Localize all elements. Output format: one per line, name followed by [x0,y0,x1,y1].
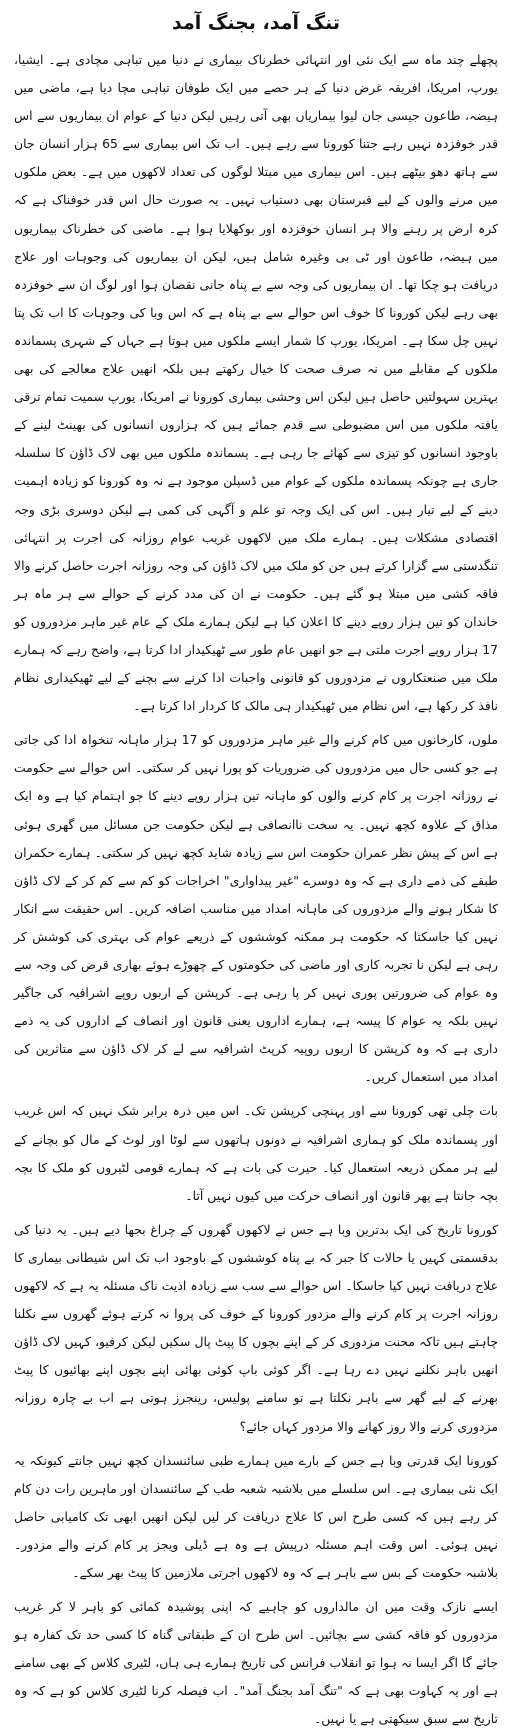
article-paragraph-3: بات چلی تھی کورونا سے اور پہنچی کرپشن تک۔ اس میں ذرہ برابر شک نہیں کہ اس غریب اور پسماندہ ملک کو ہماری اشرافیہ نے دونوں ہاتھوں سے لوٹا اور لوٹ کے مال کو بچانے کے لیے ہر ممکن ذریعہ استعمال کیا۔ حیرت کی بات ہے کہ ہمارے قومی لٹیروں کو ملک کا بچہ بچہ جانتا ہے پھر قانون اور انصاف حرکت میں کیوں نہیں آتا۔ [14,1103,498,1203]
article-paragraph-2: ملوں، کارخانوں میں کام کرنے والے غیر ماہر مزدوروں کو 17 ہزار ماہانہ تنخواہ ادا کی جاتی ہے جو کسی حال میں مزدوروں کی ضروریات کو پورا نہیں کر سکتی۔ اس حوالے سے حکومت نے روزانہ اجرت پر کام کرنے والوں کو ماہانہ تین ہزار روپے دینے کا جو اہتمام کیا ہے وہ ایک مذاق کے علاوہ کچھ نہیں۔ یہ سخت ناانصافی ہے لیکن حکومت جن مسائل میں گھری ہوئی ہے اس کے پیش نظر عمران حکومت اس سے زیادہ شاید کچھ نہیں کر سکتی۔ ہمارے حکمران طبقے کی ذمے داری ہے کہ وہ دوسرے "غیر پیداواری" اخراجات کو کم سے کم کر کے لاک ڈاؤن کا شکار ہونے والے مزدوروں کی ماہانہ امداد میں مناسب اضافہ کریں۔ اس حقیقت سے انکار نہیں کیا جاسکتا کہ حکومت ہر ممکنہ کوششوں کے ذریعے عوام کی بہتری کی کوشش کر رہی ہے لیکن نا تجربہ کاری اور ماضی کی حکومتوں کے چھوڑے ہوئے بھاری قرض کی وجہ سے وہ عوام کی ضرورتیں پوری نہیں کر پا رہی ہے۔ کرپشن کے اربوں روپے اشرافیہ کی جاگیر نہیں بلکہ یہ عوام کا پیسہ ہے، ہمارے اداروں یعنی قانون اور انصاف کے اداروں کی یہ ذمے داری ہے کہ وہ کرپشن کا اربوں روپیہ کرپٹ اشرافیہ سے لے کر لاک ڈاؤن سے متاثرین کی امداد میں استعمال کریں۔ [14,732,498,1085]
article-paragraph-5: کورونا ایک قدرتی وبا ہے جس کے بارے میں ہمارے طبی سائنسدان کچھ نہیں جانتے کیونکہ یہ ایک نئی بیماری ہے۔ اس سلسلے میں بلاشبہ شعبہ طب کے سائنسدان اور ماہرین رات دن کام کر رہے ہیں کہ کسی طرح اس کا علاج دریافت کر لیں لیکن انھیں ابھی تک کامیابی حاصل نہیں ہوئی۔ اس وقت اہم مسئلہ درپیش ہے وہ ہے ڈیلی ویجز پر کام کرنے والے مزدور۔ بلاشبہ حکومت کے بس سے باہر ہے کہ وہ لاکھوں اجرتی ملازمین کا پیٹ بھر سکے۔ [14,1452,498,1580]
article-paragraph-4: کورونا تاریخ کی ایک بدترین وبا ہے جس نے لاکھوں گھروں کے چراغ بجھا دیے ہیں۔ یہ دنیا کی بدقسمتی کہیں یا حالات کا جبر کہ بے پناہ کوششوں کے باوجود اب تک اس شیطانی بیماری کا علاج دریافت نہیں کیا جاسکا۔ اس حوالے سے سب سے زیادہ اذیت ناک مسئلہ یہ ہے کہ لاکھوں روزانہ اجرت پر کام کرنے والے مزدور کورونا کے خوف کی پروا نہ کرتے ہوئے گھروں سے نکلنا چاہتے ہیں تاکہ محنت مزدوری کر کے اپنے بچوں کا پیٹ پال سکیں لیکن کرفیو، کہیں لاک ڈاؤن انھیں باہر نکلنے نہیں دے رہا ہے۔ اگر کوئی باپ کوئی بھائی اپنے بچوں اپنے بھائیوں کا پیٹ بھرنے کے لیے گھر سے باہر نکلتا ہے تو سامنے پولیس، رینجرز ہوتی ہے اب بے چارہ روزانہ مزدوری کرنے والا روز کھانے والا مزدور کہاں جائے؟ [14,1221,498,1434]
article-body [14,46,498,1734]
article-paragraph-1: پچھلے چند ماہ سے ایک نئی اور انتہائی خطرناک بیماری نے دنیا میں تباہی مچادی ہے۔ ایشیا، یورپ، امریکا، افریقہ غرض دنیا کے ہر حصے میں ایک طوفان تباہی مچا دیا ہے، ماضی میں ہیضہ، طاعون جیسی جان لیوا بیماریاں بھی آتی رہیں لیکن دنیا کے عوام ان بیماریوں سے اس قدر خوفزدہ نہیں رہے جتنا کورونا سے رہے ہیں۔ اب تک اس بیماری سے 65 ہزار انسان جان سے ہاتھ دھو بیٹھے ہیں۔ اس بیماری میں مبتلا لوگوں کی تعداد لاکھوں میں ہے۔ بعض ملکوں میں مرنے والوں کے لیے قبرستان بھی دستیاب نہیں۔ یہ صورت حال اس قدر خوفناک ہے کہ کرہ ارض پر رہنے والا ہر انسان خوفزدہ اور بوکھلایا ہوا ہے۔ ماضی کی خطرناک بیماریوں میں ہیضہ، طاعون اور ٹی بی وغیرہ شامل ہیں، لیکن ان بیماریوں کی وجوہات اور علاج دریافت ہو چکا تھا۔ ان بیماریوں کی وجہ سے بے پناہ جانی نقصان ہوا اور لوگ ان سے خوفزدہ بھی رہے لیکن کورونا کا خوف اس حوالے سے بے پناہ ہے کہ اس وبا کی وجوہات کا اب تک پتا نہیں چل سکا ہے۔ امریکا، یورپ کا شمار ایسے ملکوں میں ہوتا ہے جہاں کے شہری پسماندہ ملکوں کے مقابلے میں نہ صرف صحت کا خیال رکھتے ہیں بلکہ انھیں علاج معالجے کی بھی بہترین سہولتیں حاصل ہیں لیکن اس وحشی بیماری کورونا نے امریکا، یورپ سمیت تمام ترقی یافتہ ملکوں میں اس مضبوطی سے قدم جمائے ہیں کہ ہزاروں انسانوں کی بھینٹ لینے کے باوجود انسانوں کو تیزی سے کھائے جا رہی ہے۔ پسماندہ ملکوں میں بھی لاک ڈاؤن کا سلسلہ جاری ہے چونکہ پسماندہ ملکوں کے عوام میں ڈسپلن موجود ہے نہ وہ کورونا کو زیادہ اہمیت دینے کے لیے تیار ہیں۔ اس کی ایک وجہ تو علم و آگہی کی کمی ہے لیکن دوسری بڑی وجہ اقتصادی مشکلات ہیں۔ ہمارے ملک میں لاکھوں غریب عوام روزانہ کی اجرت پر انتہائی تنگدستی سے گزارا کرتے ہیں جن کو ملک میں لاک ڈاؤن کی وجہ روزانہ اجرت حاصل کرنے والا فاقہ کشی میں مبتلا ہو گئے ہیں۔ حکومت نے ان کی مدد کرنے کے حوالے سے ہر ماہ ہر خاندان کو تین ہزار روپے دینے کا اعلان کیا ہے لیکن ہمارے ملک کے عام غیر ماہر مزدوروں کو 17 ہزار روپے اجرت ملتی ہے جو انھیں عام طور سے ٹھیکیدار ادا کرتا ہے، واضح رہے کہ ہمارے ملک میں صنعتکاروں نے مزدوروں کو قانونی واجبات ادا کرنے سے بچنے کے لیے ٹھیکیداری نظام نافذ کر رکھا ہے، اس نظام میں ٹھیکیدار ہی مالک کا کردار ادا کرتا ہے۔ [14,52,498,714]
article-title: تنگ آمد، بجنگ آمد [172,12,340,34]
article-paragraph-6: ایسے نازک وقت میں ان مالداروں کو چاہیے کہ اپنی پوشیدہ کمائی کو باہر لا کر غریب مزدوروں کو فاقہ کشی سے بچائیں۔ اس طرح ان کے طبقاتی گناہ کا کسی حد تک کفارہ ہو جائے گا اگر ایسا نہ ہوا تو انقلاب فرانس کی تاریخ ہمارے ہی ہاں، لٹیری کلاس کے بھی سامنے ہے اور یہ کہاوت بھی ہے کہ "تنگ آمد بجنگ آمد"۔ اب فیصلہ کرنا لٹیری کلاس کو ہے کہ وہ تاریخ سے سبق سیکھتی ہے یا نہیں۔ [14,1599,498,1727]
